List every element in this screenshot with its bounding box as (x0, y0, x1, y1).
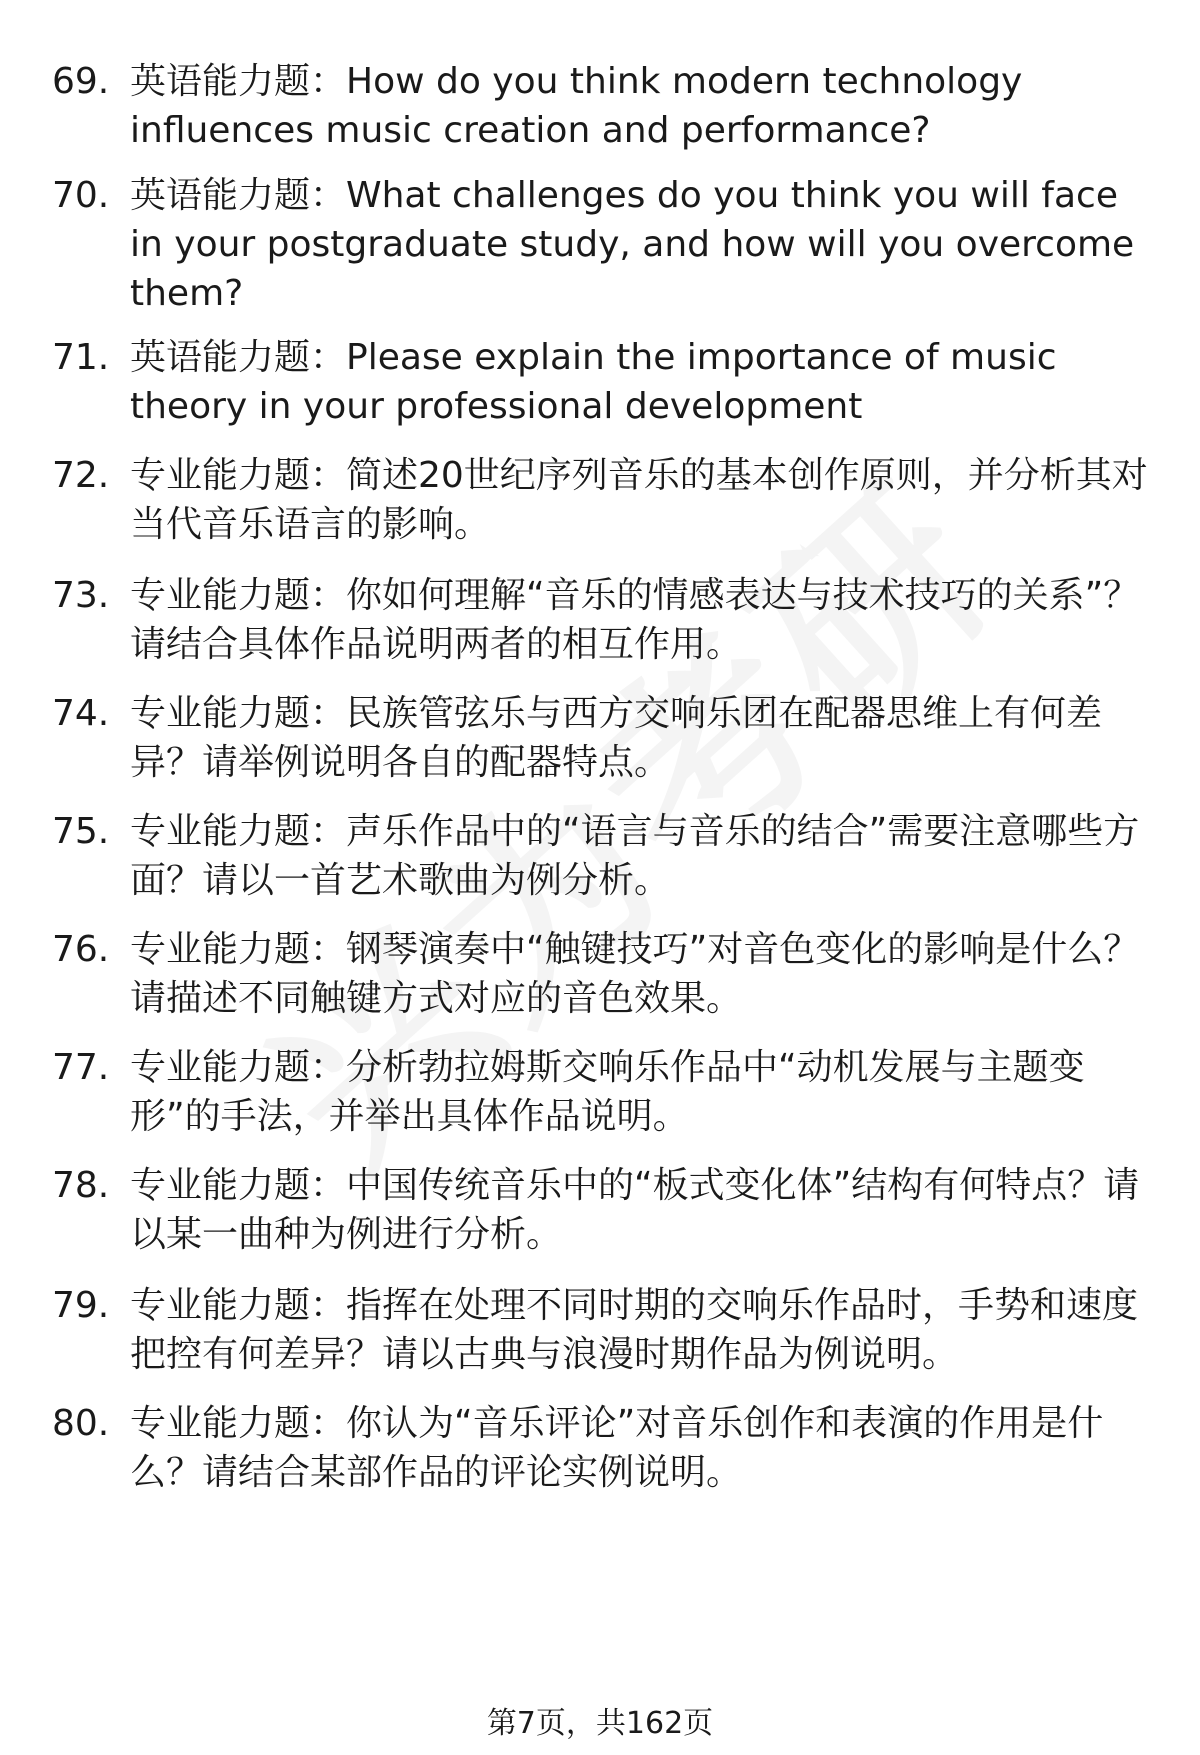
question-number: 70. (52, 175, 110, 216)
question-item (52, 807, 1162, 905)
question-number: 71. (52, 337, 110, 378)
question-text: 英语能力题：How do you think modern technology influences music creation and performance? (130, 61, 1023, 151)
question-item (52, 1043, 1162, 1141)
question-text: 专业能力题：你认为“音乐评论”对音乐创作和表演的作用是什么？请结合某部作品的评论实例说明。 (130, 1403, 1104, 1493)
question-number: 79. (52, 1285, 110, 1326)
question-item (52, 171, 1162, 318)
question-text: 专业能力题：民族管弦乐与西方交响乐团在配器思维上有何差异？请举例说明各自的配器特点。 (130, 693, 1103, 783)
question-text: 英语能力题：What challenges do you think you will face in your postgraduate study, and how will you overcome them? (130, 175, 1135, 314)
question-text: 专业能力题：中国传统音乐中的“板式变化体”结构有何特点？请以某一曲种为例进行分析。 (130, 1165, 1140, 1255)
question-number: 73. (52, 575, 110, 616)
question-item (52, 689, 1162, 787)
question-text: 专业能力题：指挥在处理不同时期的交响乐作品时，手势和速度把控有何差异？请以古典与浪漫时期作品为例说明。 (130, 1285, 1139, 1375)
question-number: 72. (52, 455, 110, 496)
question-number: 77. (52, 1047, 110, 1088)
question-text: 专业能力题：声乐作品中的“语言与音乐的结合”需要注意哪些方面？请以一首艺术歌曲为例分析。 (130, 811, 1140, 901)
question-item (52, 1281, 1162, 1379)
question-number: 78. (52, 1165, 110, 1206)
question-item (52, 451, 1162, 549)
question-item (52, 1161, 1162, 1259)
question-number: 80. (52, 1403, 110, 1444)
question-number: 76. (52, 929, 110, 970)
question-item (52, 333, 1162, 431)
question-item (52, 925, 1162, 1023)
question-text: 专业能力题：简述20世纪序列音乐的基本创作原则，并分析其对当代音乐语言的影响。 (130, 455, 1148, 545)
question-text: 专业能力题：你如何理解“音乐的情感表达与技术技巧的关系”？请结合具体作品说明两者的相互作用。 (130, 575, 1140, 665)
question-text: 专业能力题：分析勃拉姆斯交响乐作品中“动机发展与主题变形”的手法，并举出具体作品说明。 (130, 1047, 1085, 1137)
question-item (52, 571, 1162, 669)
question-item (52, 57, 1162, 155)
question-number: 69. (52, 61, 110, 102)
question-text: 专业能力题：钢琴演奏中“触键技巧”对音色变化的影响是什么？请描述不同触键方式对应的音色效果。 (130, 929, 1140, 1019)
question-text: 英语能力题：Please explain the importance of music theory in your professional development (130, 337, 1057, 427)
page-number-footer: 第7页，共162页 (486, 1706, 714, 1741)
question-number: 75. (52, 811, 110, 852)
question-item (52, 1399, 1162, 1497)
question-number: 74. (52, 693, 110, 734)
